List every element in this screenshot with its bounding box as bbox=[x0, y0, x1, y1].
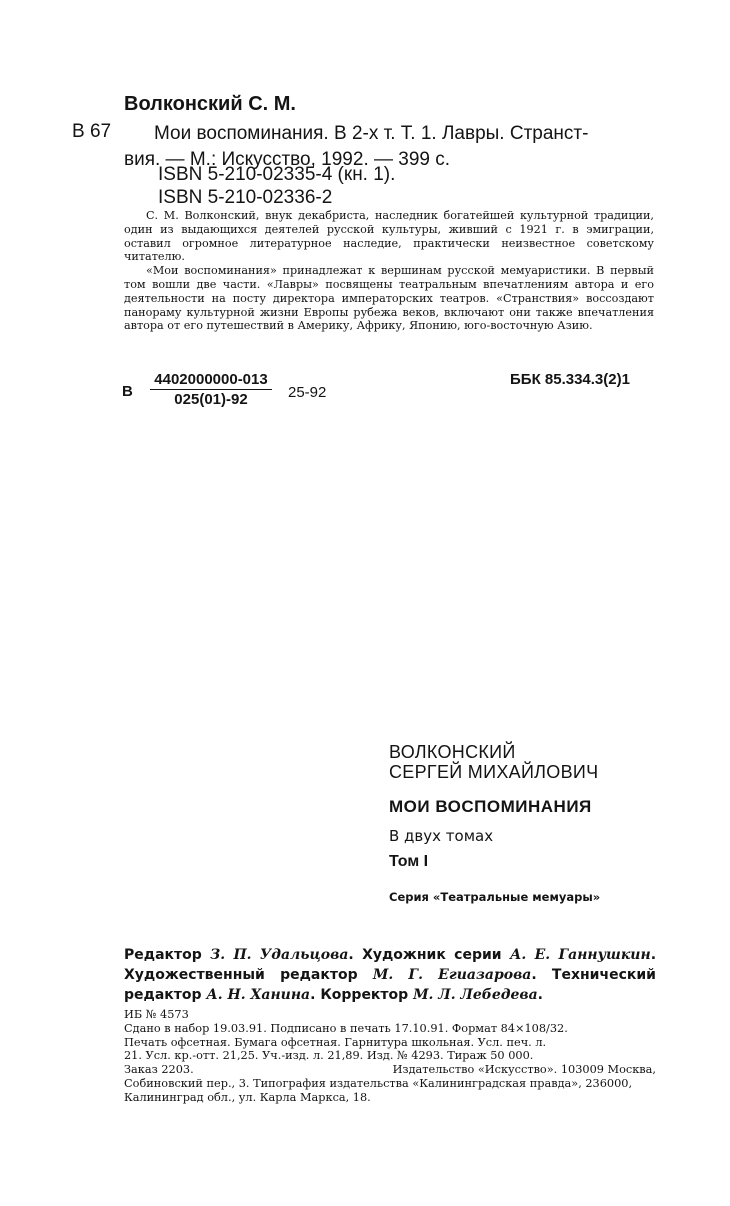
classification-denominator: 025(01)-92 bbox=[174, 391, 248, 408]
credit-role-proofreader: . Корректор bbox=[310, 987, 414, 1003]
credit-name-tech-editor: А. Н. Ханина bbox=[206, 987, 311, 1003]
credit-name-editor: З. П. Удальцова bbox=[210, 947, 349, 963]
imprint-line: Сдано в набор 19.03.91. Подписано в печать 17.10.91. Формат 84×108/32. bbox=[124, 1021, 568, 1035]
imprint-order-line bbox=[124, 1063, 656, 1077]
credit-role-tech-editor: . Технический редактор bbox=[124, 967, 656, 1003]
call-code: В 67 bbox=[72, 121, 112, 142]
imprint-order: Заказ 2203. bbox=[124, 1063, 194, 1077]
annotation-paragraph-1: С. М. Волконский, внук декабриста, наследник богатейшей культурной традиции, один из выдающихся деятелей русской культуры, живший с 1921 г. в эмиграции, оставил огромное литературное наследие, практически неизвестное советскому читателю. bbox=[124, 209, 654, 264]
bbk-index: ББК 85.334.3(2)1 bbox=[510, 371, 630, 388]
annotation bbox=[124, 209, 654, 333]
series-label: Серия «Театральные мемуары» bbox=[389, 890, 601, 904]
credits bbox=[124, 945, 656, 1005]
imprint bbox=[124, 1008, 656, 1105]
author-given-names: СЕРГЕЙ МИХАЙЛОВИЧ bbox=[389, 762, 599, 782]
credit-end: . bbox=[537, 987, 543, 1003]
credit-role-art-editor: . Художественный редактор bbox=[124, 947, 657, 983]
credit-role-editor: Редактор bbox=[124, 947, 211, 963]
title-page-author bbox=[389, 742, 598, 782]
classification-numerator: 4402000000-013 bbox=[150, 371, 272, 390]
isbn-set: ISBN 5-210-02336-2 bbox=[158, 187, 333, 208]
classification-letter: В bbox=[122, 383, 133, 400]
imprint-ib-number: ИБ № 4573 bbox=[124, 1008, 189, 1021]
credit-role-series-artist: . Художник серии bbox=[348, 947, 510, 963]
imprint-line: Печать офсетная. Бумага офсетная. Гарнитура школьная. Усл. печ. л. bbox=[124, 1035, 547, 1049]
author-surname: ВОЛКОНСКИЙ bbox=[389, 742, 516, 762]
annotation-paragraph-2: «Мои воспоминания» принадлежат к вершинам русской мемуаристики. В первый том вошли две части. «Лавры» посвящены театральным впечатлениям автора и его деятельности на посту директора императорских театров. «Странствия» воссоздают панораму культурной жизни Европы рубежа веков, включают они также впечатления автора от его путешествий в Америку, Африку, Японию, юго-восточную Азию. bbox=[124, 264, 654, 333]
book-subtitle: В двух томах bbox=[389, 827, 494, 845]
imprint-line: 21. Усл. кр.-отт. 21,25. Уч.-изд. л. 21,89. Изд. № 4293. Тираж 50 000. bbox=[124, 1049, 534, 1063]
bibliographic-line-2: вия. — М.: Искусство, 1992. — 399 с. bbox=[124, 149, 451, 170]
credit-name-art-editor: М. Г. Егиазарова bbox=[372, 967, 532, 983]
isbn-volume: ISBN 5-210-02335-4 (кн. 1). bbox=[158, 164, 396, 185]
credit-name-series-artist: А. Е. Ганнушкин bbox=[509, 947, 651, 963]
bibliographic-line-1: Мои воспоминания. В 2-х т. Т. 1. Лавры. Странст- bbox=[154, 123, 589, 144]
credit-name-proofreader: М. Л. Лебедева bbox=[413, 987, 538, 1003]
volume-label: Том I bbox=[389, 853, 429, 870]
author-heading: Волконский С. М. bbox=[124, 93, 296, 115]
imprint-printer: Собиновский пер., 3. Типография издательства «Калининградская правда», 236000, Калининград обл., ул. Карла Маркса, 18. bbox=[124, 1076, 633, 1104]
classification-suffix: 25-92 bbox=[288, 384, 327, 401]
book-title: МОИ ВОСПОМИНАНИЯ bbox=[389, 797, 592, 816]
imprint-publisher: Издательство «Искусство». 103009 Москва, bbox=[392, 1063, 656, 1077]
classification-fraction bbox=[150, 371, 272, 408]
